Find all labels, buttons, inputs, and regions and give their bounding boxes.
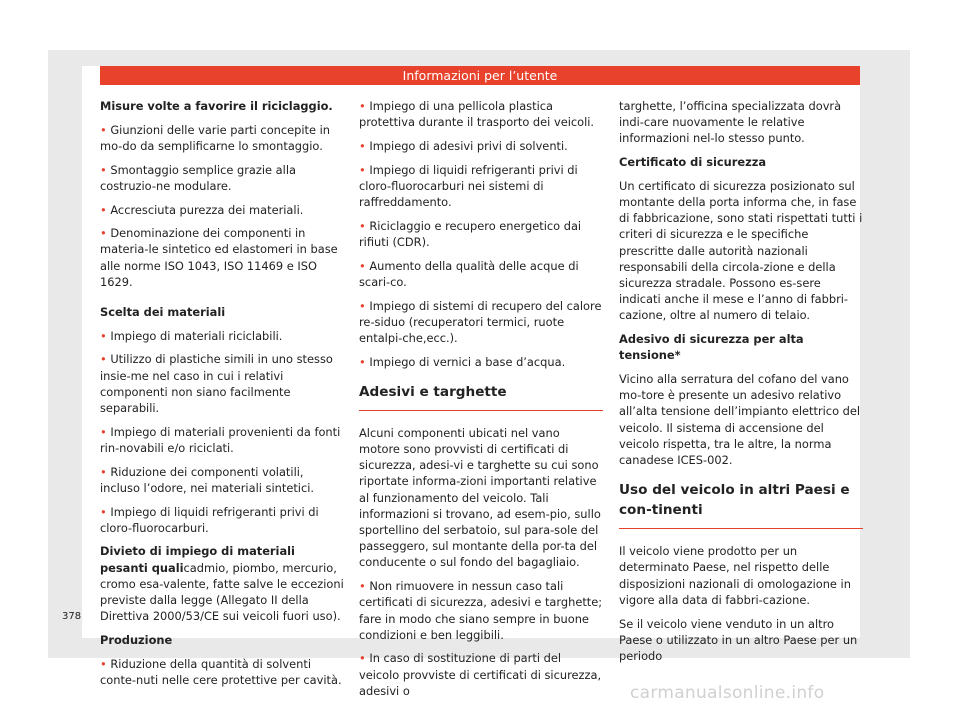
bullet-icon: • — [100, 122, 107, 137]
list-item-text: Impiego di adesivi privi di solventi. — [369, 138, 568, 153]
list-item-text: Riduzione della quantità di solventi conte-nuti nelle cere protettive per cavità. — [100, 656, 342, 687]
list-item-text: Impiego di liquidi refrigeranti privi di cloro-fluorocarburi. — [100, 504, 319, 535]
bullet-icon: • — [359, 258, 366, 273]
list-item-text: Accresciuta purezza dei materiali. — [110, 202, 304, 217]
list-item-text: Impiego di materiali provenienti da fonti rin-novabili e/o riciclati. — [100, 424, 341, 455]
watermark: carmanualsonline.info — [630, 683, 825, 703]
bullet-icon: • — [100, 202, 107, 217]
bullet-icon: • — [100, 162, 107, 177]
bullet-icon: • — [359, 99, 366, 113]
list-item-text: Utilizzo di plastiche simili in uno stesso insie-me nel caso in cui i relativi componenti non siano facilmente separabili. — [100, 352, 333, 416]
section-heading: Uso del veicolo in altri Paesi e con-tinenti — [619, 480, 863, 529]
bullet-icon: • — [359, 138, 366, 153]
list-item-text: Riduzione dei componenti volatili, incluso l’odore, nei materiali sintetici. — [100, 464, 315, 495]
column-right — [619, 98, 863, 672]
paragraph: Se il veicolo viene venduto in un altro Paese o utilizzato in un altro Paese per un periodo — [619, 616, 858, 663]
list-item — [359, 354, 603, 370]
list-item — [100, 424, 344, 456]
column-middle — [359, 98, 603, 707]
bullet-icon: • — [359, 651, 366, 666]
list-item — [100, 464, 344, 496]
bullet-icon: • — [100, 352, 107, 367]
bullet-icon: • — [100, 226, 107, 241]
bullet-icon: • — [100, 328, 107, 343]
list-item-text: Impiego di una pellicola plastica protettiva durante il trasporto dei veicoli. — [359, 99, 595, 130]
paragraph: Un certificato di sicurezza posizionato sul montante della porta informa che, in fase di fabbricazione, sono stati rispettati tutti i criteri di sicurezza e le specifiche prescritte dalle autorità nazionali responsabili della circola-zione e della sicurezza stradale. Possono es-sere indicati anche il mese e l’anno di fabbri-cazione, oltre al numero di telaio. — [619, 178, 863, 323]
column-left — [100, 98, 344, 696]
list-item — [100, 351, 344, 416]
list-item-text: Impiego di liquidi refrigeranti privi di cloro-fluorocarburi nei sistemi di raffreddamento. — [359, 162, 578, 210]
list-item — [359, 258, 603, 290]
list-item — [100, 162, 344, 194]
bullet-icon: • — [359, 354, 366, 369]
list-item — [100, 328, 344, 344]
list-item-text: Impiego di materiali riciclabili. — [110, 328, 283, 343]
section-heading: Adesivi e targhette — [359, 382, 603, 411]
bullet-icon: • — [100, 424, 107, 439]
bullet-icon: • — [100, 656, 107, 671]
list-item-text: Non rimuovere in nessun caso tali certificati di sicurezza, adesivi e targhette; fare in modo che siano sempre in buone condizioni e ben leggibili. — [359, 579, 603, 642]
bullet-icon: • — [100, 464, 107, 479]
list-item-text: In caso di sostituzione di parti del veicolo provviste di certificati di sicurezza, adesivi o — [359, 651, 602, 698]
list-item — [100, 202, 344, 218]
bullet-icon: • — [100, 504, 107, 519]
list-item — [359, 162, 603, 211]
list-item — [359, 298, 603, 347]
paragraph-text: cadmio, piombo, mercurio, cromo esa-valente, fatte salve le eccezioni previste dalla legge (Allegato II della Direttiva 2000/53/CE sui veicoli fuori uso). — [100, 560, 344, 624]
section-title: Produzione — [100, 632, 173, 647]
bullet-icon: • — [359, 579, 366, 594]
page-number: 378 — [62, 611, 82, 622]
list-item — [359, 578, 603, 643]
list-item — [359, 650, 603, 699]
bullet-icon: • — [359, 298, 366, 313]
list-item — [359, 98, 603, 130]
paragraph — [100, 543, 344, 624]
list-item-text: Impiego di sistemi di recupero del calore re-siduo (recuperatori termici, ruote entalpi-che,ecc.). — [359, 298, 602, 345]
list-item-text: Smontaggio semplice grazie alla costruzio-ne modulare. — [100, 162, 296, 193]
bullet-icon: • — [359, 162, 366, 177]
list-item — [100, 225, 344, 290]
list-item — [100, 122, 344, 154]
list-item-text: Impiego di vernici a base d’acqua. — [369, 354, 566, 369]
section-title: Divieto di impiego di materiali pesanti quali — [100, 544, 295, 575]
paragraph: Il veicolo viene prodotto per un determinato Paese, nel rispetto delle disposizioni nazionali di omologazione in vigore alla data di fabbri-cazione. — [619, 544, 851, 607]
section-title: Adesivo di sicurezza per alta tensione* — [619, 332, 804, 363]
list-item-text: Riciclaggio e recupero energetico dai rifiuti (CDR). — [359, 218, 582, 249]
bullet-icon: • — [359, 218, 366, 233]
list-item-text: Giunzioni delle varie parti concepite in mo-do da semplificarne lo smontaggio. — [100, 122, 331, 153]
section-title: Certificato di sicurezza — [619, 155, 767, 170]
paragraph: Alcuni componenti ubicati nel vano motore sono provvisti di certificati di sicurezza, adesi-vi e targhette su cui sono riportate informa-zioni importanti relative al funzionamento del veicolo. Tali informazioni si trovano, ad esem-pio, sullo sportellino del serbatoio, sul para-sole del passeggero, sul montante della por-ta del conducente o sul fondo del bagagliaio. — [359, 425, 601, 570]
list-item-text: Denominazione dei componenti in materia-le sintetico ed elastomeri in base alle norme ISO 1043, ISO 11469 e ISO 1629. — [100, 226, 338, 289]
paragraph: Vicino alla serratura del cofano del vano mo-tore è presente un adesivo relativo all’alta tensione dell’impianto elettrico del veicolo. Il sistema di accensione del veicolo rispetta, tra le altre, la norma canadese ICES-002. — [619, 372, 861, 468]
list-item — [359, 218, 603, 250]
page-header: Informazioni per l’utente — [100, 66, 860, 85]
list-item-text: Aumento della qualità delle acque di scari-co. — [359, 258, 579, 289]
list-item — [100, 504, 344, 536]
list-item — [359, 138, 603, 154]
paragraph: targhette, l’officina specializzata dovrà indi-care nuovamente le relative informazioni nel-lo stesso punto. — [619, 99, 842, 146]
list-item — [100, 656, 344, 688]
section-title: Misure volte a favorire il riciclaggio. — [100, 99, 333, 113]
section-title: Scelta dei materiali — [100, 305, 226, 320]
